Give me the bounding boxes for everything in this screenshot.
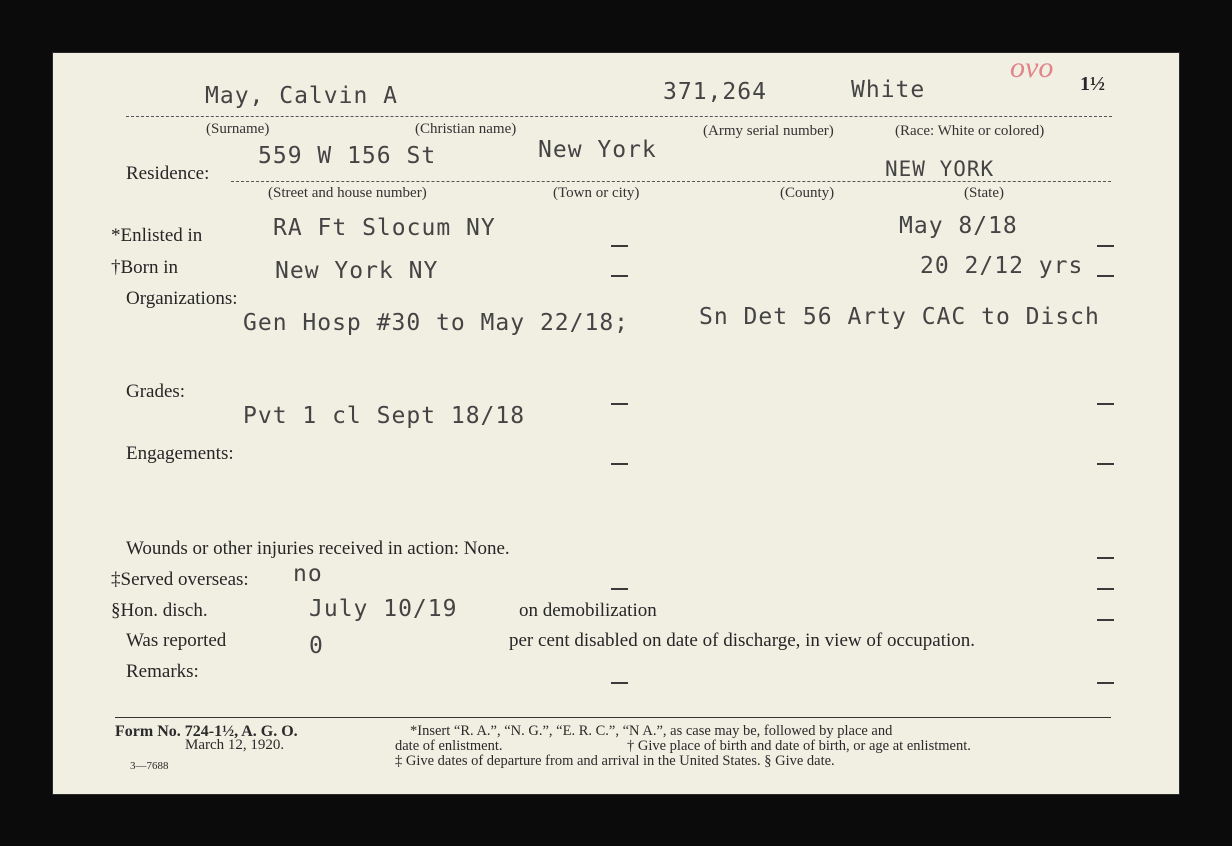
- blank-mark: [1097, 463, 1114, 465]
- town-caption: (Town or city): [553, 185, 640, 201]
- red-annotation: ovo: [1010, 51, 1054, 84]
- remarks-label: Remarks:: [126, 661, 199, 682]
- footnote-enlisted: *Insert “R. A.”, “N. G.”, “E. R. C.”, “N A.”, as case may be, followed by place and: [410, 723, 893, 739]
- blank-mark: [611, 463, 628, 465]
- christian-caption: (Christian name): [415, 121, 517, 137]
- blank-mark: [611, 588, 628, 590]
- residence-line: [231, 181, 1111, 182]
- blank-mark: [611, 403, 628, 405]
- name-value: May, Calvin A: [205, 83, 399, 109]
- born-value: New York NY: [275, 258, 439, 284]
- blank-mark: [611, 275, 628, 277]
- born-label: †Born in: [111, 257, 179, 278]
- street-caption: (Street and house number): [268, 185, 427, 201]
- race-value: White: [851, 77, 926, 103]
- wounds-value: None.: [463, 538, 510, 559]
- residence-label: Residence:: [126, 163, 210, 184]
- reported-text: per cent disabled on date of discharge, in view of occupation.: [509, 630, 976, 651]
- organization-1: Gen Hosp #30 to May 22/18;: [243, 310, 630, 336]
- organizations-label: Organizations:: [126, 288, 238, 309]
- discharge-label: §Hon. disch.: [111, 600, 208, 621]
- discharge-reason: on demobilization: [519, 600, 657, 621]
- reported-value: 0: [309, 633, 324, 659]
- enlisted-label: *Enlisted in: [111, 225, 203, 246]
- blank-mark: [611, 245, 628, 247]
- wounds-line: [126, 538, 510, 560]
- blank-mark: [1097, 557, 1114, 559]
- blank-mark: [611, 682, 628, 684]
- enlisted-value: RA Ft Slocum NY: [273, 215, 496, 241]
- form-number: Form No. 724-1½, A. G. O.: [115, 723, 298, 740]
- wounds-label: Wounds or other injuries received in action:: [126, 538, 459, 559]
- age-value: 20 2/12 yrs: [920, 253, 1084, 279]
- footnote-overseas: ‡ Give dates of departure from and arrival in the United States. § Give date.: [395, 753, 835, 769]
- enlisted-date: May 8/18: [899, 213, 1018, 239]
- blank-mark: [1097, 588, 1114, 590]
- blank-mark: [1097, 275, 1114, 277]
- discharge-date: July 10/19: [309, 596, 458, 622]
- card-number: 1½: [1080, 73, 1105, 95]
- form-date: March 12, 1920.: [185, 737, 285, 753]
- serial-value: 371,264: [663, 79, 767, 105]
- overseas-label: ‡Served overseas:: [111, 569, 249, 590]
- service-card: [53, 53, 1179, 794]
- overseas-value: no: [293, 561, 323, 587]
- state-caption: (State): [964, 185, 1004, 201]
- street-value: 559 W 156 St: [258, 143, 437, 169]
- blank-mark: [1097, 403, 1114, 405]
- town-value: New York: [538, 137, 657, 163]
- blank-mark: [1097, 682, 1114, 684]
- race-caption: (Race: White or colored): [895, 123, 1045, 139]
- footnote-enlisted-cont: date of enlistment.: [395, 738, 503, 754]
- blank-mark: [1097, 619, 1114, 621]
- name-line: [126, 116, 1112, 117]
- blank-mark: [1097, 245, 1114, 247]
- serial-caption: (Army serial number): [703, 123, 834, 139]
- reported-label: Was reported: [126, 630, 227, 651]
- state-value: NEW YORK: [885, 157, 995, 181]
- footnote-born: † Give place of birth and date of birth, or age at enlistment.: [627, 738, 971, 754]
- form-code: 3—7688: [130, 760, 169, 772]
- surname-caption: (Surname): [206, 121, 270, 137]
- grades-value: Pvt 1 cl Sept 18/18: [243, 403, 526, 429]
- organization-2: Sn Det 56 Arty CAC to Disch: [699, 304, 1100, 330]
- county-caption: (County): [780, 185, 835, 201]
- grades-label: Grades:: [126, 381, 186, 402]
- footer-rule: [115, 717, 1111, 718]
- engagements-label: Engagements:: [126, 443, 234, 464]
